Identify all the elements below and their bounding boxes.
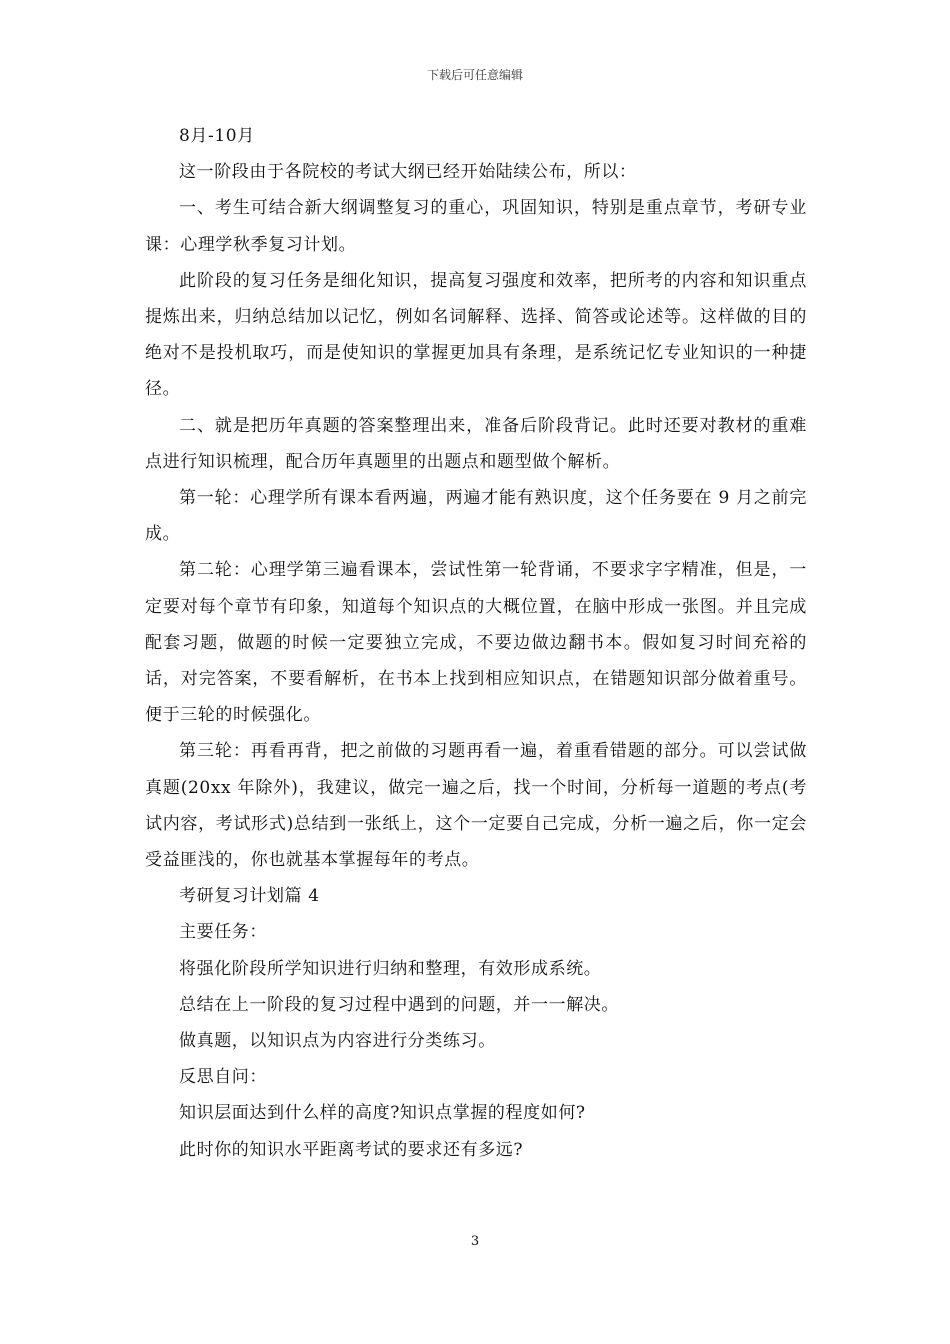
paragraph: 将强化阶段所学知识进行归纳和整理，有效形成系统。 [179, 958, 602, 979]
page-header: 下载后可任意编辑 [426, 68, 523, 82]
section-heading: 考研复习计划篇 4 [179, 886, 320, 907]
paragraph: 主要任务： [179, 922, 267, 943]
paragraph: 这一阶段由于各院校的考试大纲已经开始陆续公布，所以： [179, 162, 637, 183]
paragraph: 知识层面达到什么样的高度?知识点掌握的程度如何? [179, 1103, 586, 1124]
document-body [145, 118, 807, 1168]
paragraph: 做真题，以知识点为内容进行分类练习。 [179, 1031, 496, 1052]
paragraph: 第三轮：再看再背，把之前做的习题再看一遍，着重看错题的部分。可以尝试做真题(20xx 年除外)，我建议，做完一遍之后，找一个时间，分析每一道题的考点(考试内容，考试形式)总结到一张纸上，这个一定要自己完成，分析一遍之后，你一定会受益匪浅的，你也就基本掌握每年的考点。 [145, 741, 807, 871]
paragraph: 二、就是把历年真题的答案整理出来，准备后阶段背记。此时还要对教材的重难点进行知识梳理，配合历年真题里的出题点和题型做个解析。 [145, 415, 807, 472]
paragraph: 8月-10月 [179, 126, 255, 146]
paragraph: 此时你的知识水平距离考试的要求还有多远? [179, 1139, 524, 1160]
paragraph: 总结在上一阶段的复习过程中遇到的问题，并一一解决。 [179, 994, 619, 1015]
paragraph: 第一轮：心理学所有课本看两遍，两遍才能有熟识度，这个任务要在 9 月之前完成。 [145, 488, 807, 545]
paragraph: 一、考生可结合新大纲调整复习的重心，巩固知识，特别是重点章节，考研专业课：心理学秋季复习计划。 [145, 198, 807, 255]
page-number: 3 [470, 1234, 480, 1249]
paragraph: 此阶段的复习任务是细化知识，提高复习强度和效率，把所考的内容和知识重点提炼出来，归纳总结加以记忆，例如名词解释、选择、简答或论述等。这样做的目的绝对不是投机取巧，而是使知识的掌握更加具有条理，是系统记忆专业知识的一种捷径。 [145, 270, 807, 400]
paragraph: 反思自问： [179, 1067, 267, 1088]
paragraph: 第二轮：心理学第三遍看课本，尝试性第一轮背诵，不要求字字精准，但是，一定要对每个章节有印象，知道每个知识点的大概位置，在脑中形成一张图。并且完成配套习题，做题的时候一定要独立完成，不要边做边翻书本。假如复习时间充裕的话，对完答案，不要看解析，在书本上找到相应知识点，在错题知识部分做着重号。便于三轮的时候强化。 [145, 560, 807, 726]
